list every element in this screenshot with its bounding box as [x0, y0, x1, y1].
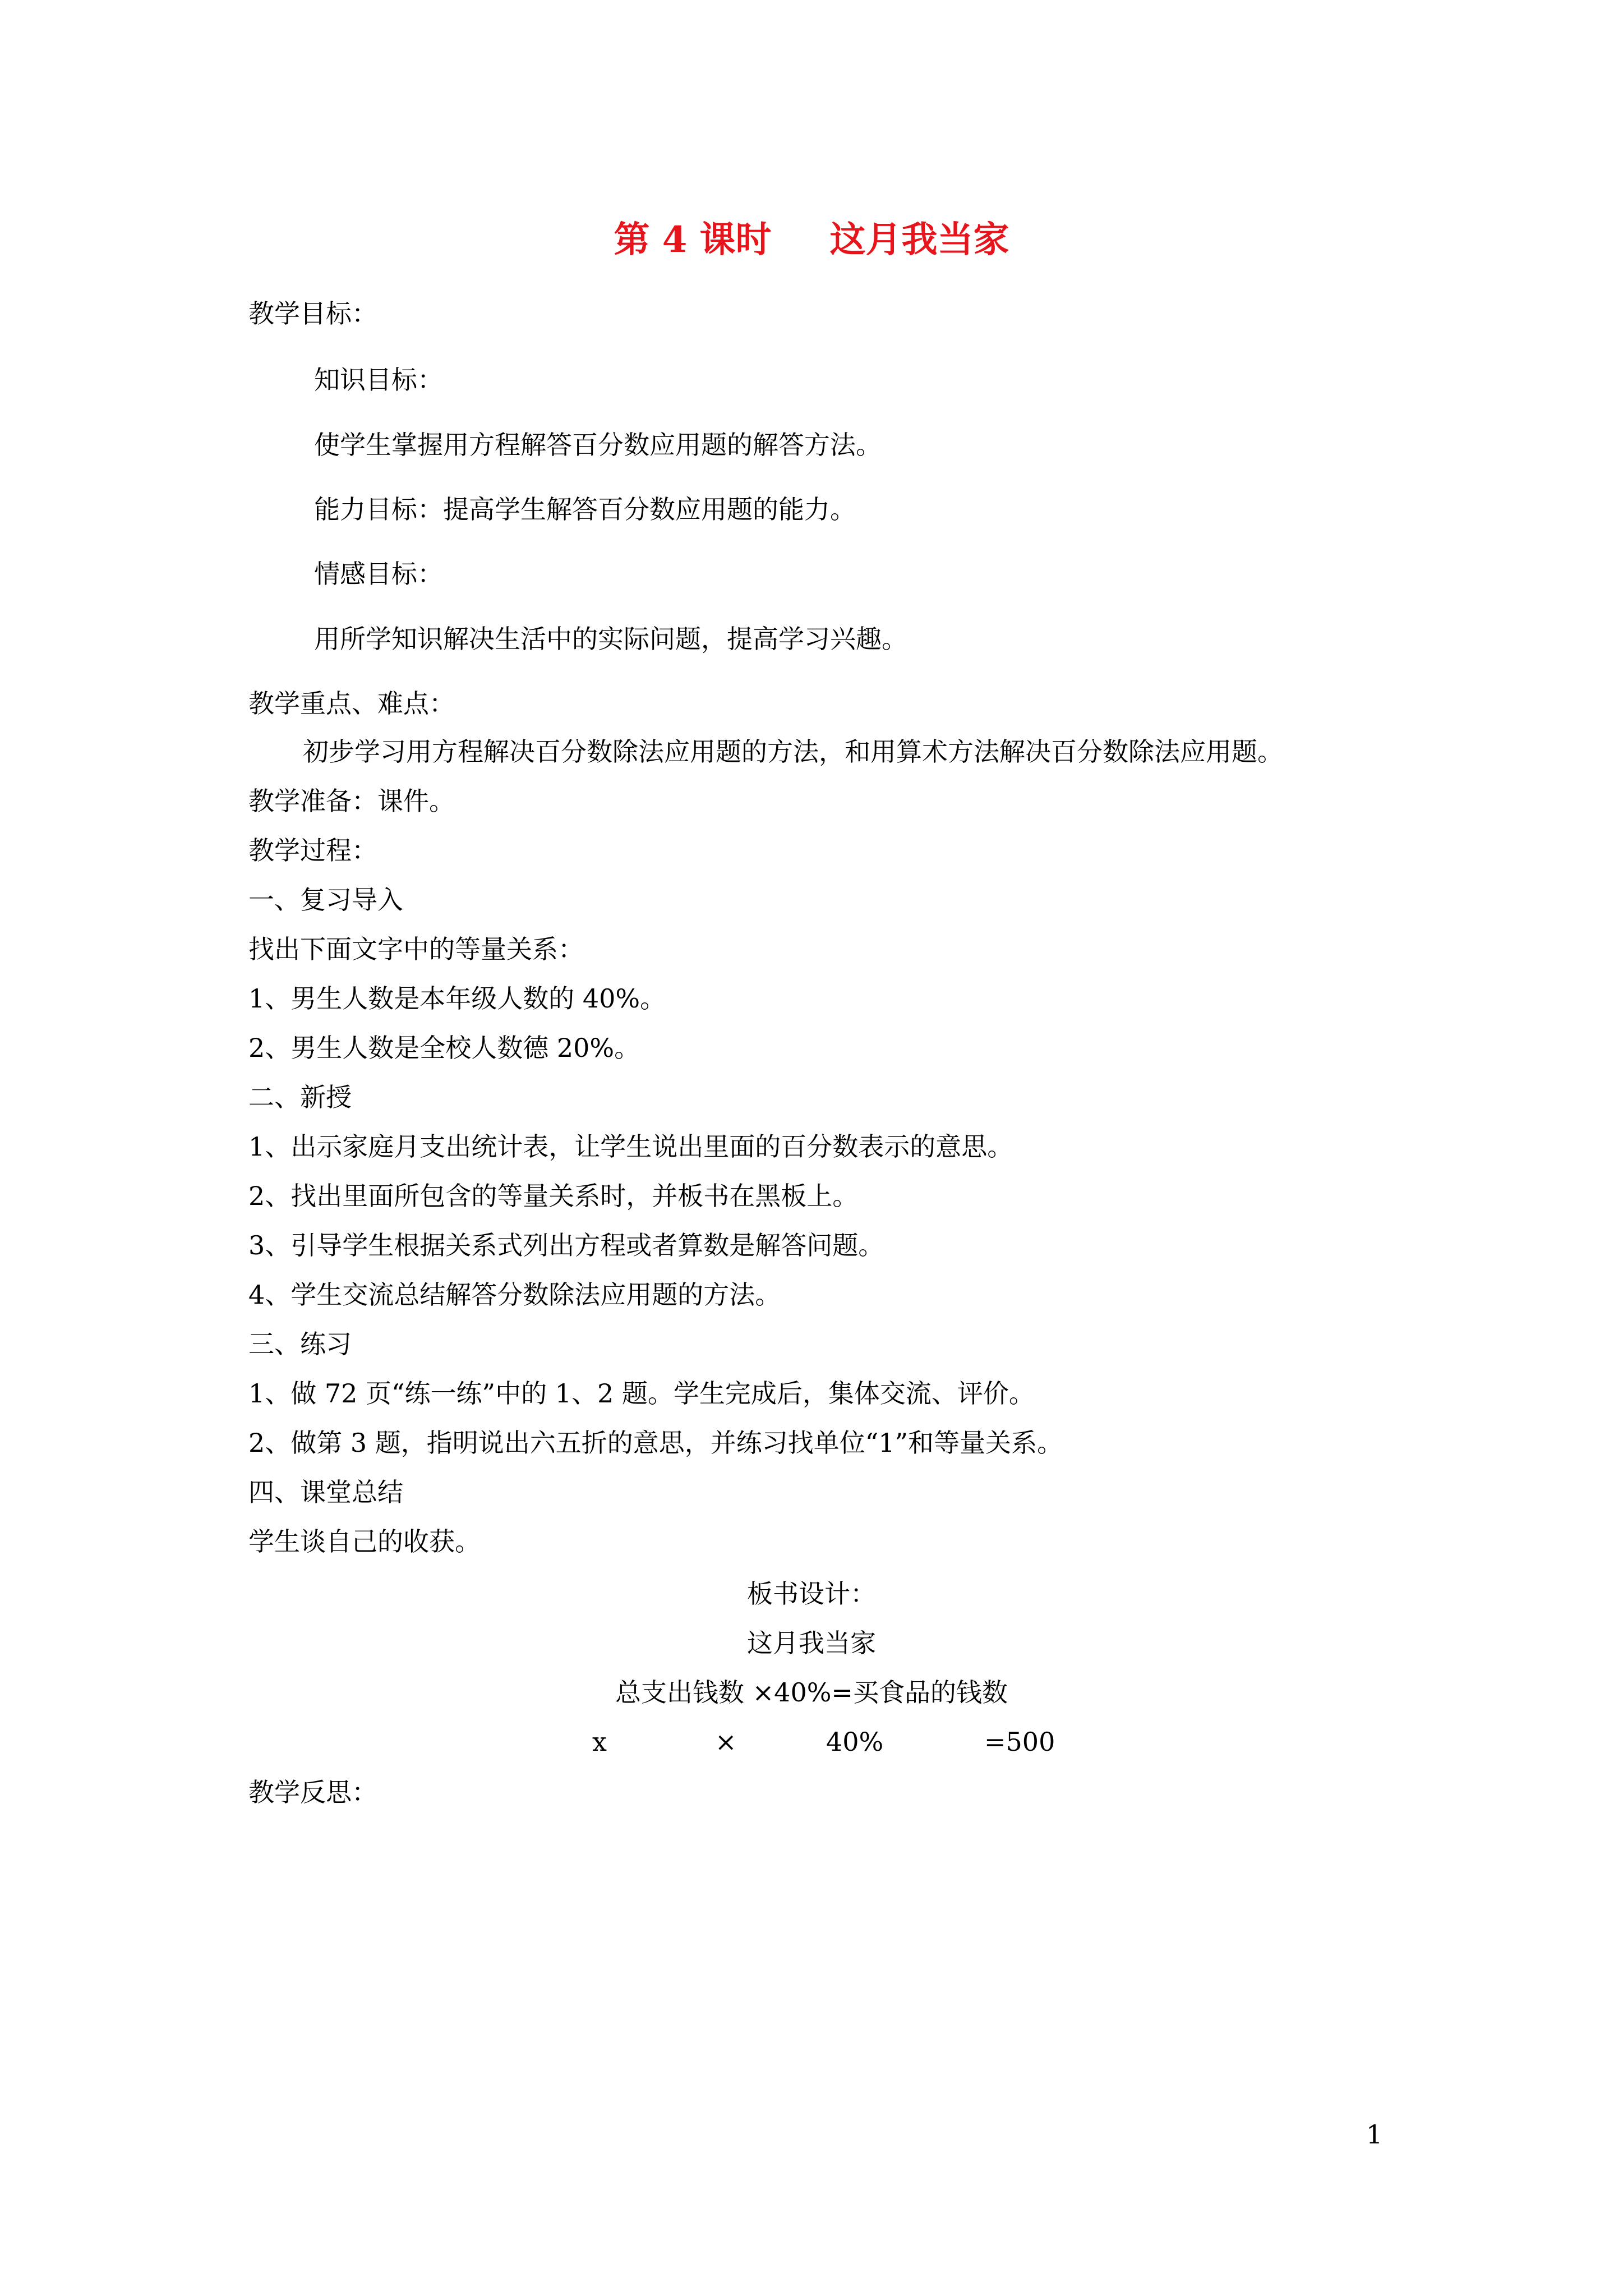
- lesson-name: 这月我当家: [829, 219, 1009, 261]
- step-heading-review: 一、复习导入: [248, 885, 403, 915]
- step-heading-summary: 四、课堂总结: [248, 1477, 403, 1507]
- preparation-text: 教学准备：课件。: [248, 786, 455, 816]
- list-item: 1、出示家庭月支出统计表，让学生说出里面的百分数表示的意思。: [248, 1131, 1013, 1162]
- board-design-equation: [0, 1722, 1623, 1761]
- section-heading-keypoints: 教学重点、难点：: [248, 688, 455, 719]
- board-design-title: 这月我当家: [747, 1628, 876, 1658]
- knowledge-goal-text: 使学生掌握用方程解答百分数应用题的解答方法。: [314, 430, 882, 460]
- equation-multiply: ×: [715, 1727, 737, 1757]
- lesson-number: 第 4 课时: [614, 219, 772, 261]
- lesson-title: [0, 212, 1623, 268]
- section-heading-goals: 教学目标：: [248, 298, 377, 329]
- list-item: 4、学生交流总结解答分数除法应用题的方法。: [248, 1280, 781, 1310]
- page-number: 1: [1366, 2119, 1383, 2150]
- list-item: 2、男生人数是全校人数德 20%。: [248, 1033, 640, 1063]
- emotion-goal-text: 用所学知识解决生活中的实际问题，提高学习兴趣。: [314, 624, 907, 654]
- keypoints-text: 初步学习用方程解决百分数除法应用题的方法，和用算术方法解决百分数除法应用题。: [303, 737, 1283, 767]
- list-item: 1、男生人数是本年级人数的 40%。: [248, 983, 666, 1014]
- equation-result: =500: [984, 1727, 1055, 1757]
- list-item: 找出下面文字中的等量关系：: [248, 934, 584, 964]
- equation-variable: x: [592, 1727, 607, 1757]
- list-item: 1、做 72 页“练一练”中的 1、2 题。学生完成后，集体交流、评价。: [248, 1378, 1035, 1409]
- step-heading-practice: 三、练习: [248, 1329, 352, 1359]
- list-item: 2、找出里面所包含的等量关系时，并板书在黑板上。: [248, 1181, 859, 1211]
- section-heading-process: 教学过程：: [248, 835, 377, 866]
- list-item: 3、引导学生根据关系式列出方程或者算数是解答问题。: [248, 1230, 884, 1260]
- step-heading-new: 二、新授: [248, 1082, 352, 1112]
- list-item: 2、做第 3 题，指明说出六五折的意思，并练习找单位“1”和等量关系。: [248, 1428, 1063, 1458]
- list-item: 学生谈自己的收获。: [248, 1526, 481, 1557]
- section-heading-reflection: 教学反思：: [248, 1777, 377, 1807]
- board-design-relation: 总支出钱数 ×40%=买食品的钱数: [615, 1677, 1008, 1708]
- ability-goal-text: 能力目标：提高学生解答百分数应用题的能力。: [314, 494, 856, 524]
- board-design-heading: 板书设计：: [747, 1579, 876, 1609]
- knowledge-goal-label: 知识目标：: [314, 365, 443, 395]
- equation-percent: 40%: [826, 1727, 884, 1757]
- emotion-goal-label: 情感目标：: [314, 559, 443, 589]
